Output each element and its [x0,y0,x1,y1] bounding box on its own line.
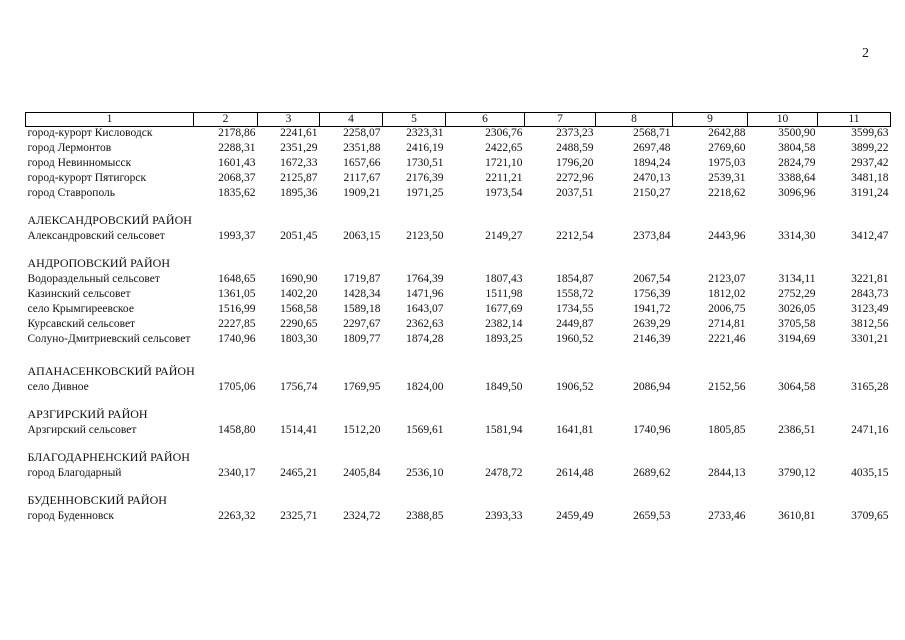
value-cell: 2443,96 [708,230,746,242]
value-cell: 2382,14 [485,318,523,330]
value-cell: 1558,72 [556,288,594,300]
value-cell: 1893,25 [485,333,523,345]
value-cell: 1471,96 [406,288,444,300]
value-cell: 1971,25 [406,187,444,199]
value-cell: 1568,58 [280,303,318,315]
value-cell: 1824,00 [406,381,444,393]
value-cell: 1516,99 [218,303,256,315]
value-cell: 2697,48 [633,142,671,154]
column-header: 7 [525,113,596,127]
value-cell: 1975,03 [708,157,746,169]
table-row [26,333,891,348]
row-label: Курсавский сельсовет [27,318,136,330]
value-cell: 2297,67 [343,318,381,330]
value-cell: 2068,37 [218,172,256,184]
value-cell: 2051,45 [280,230,318,242]
value-cell: 1835,62 [218,187,256,199]
value-cell: 2212,54 [556,230,594,242]
value-cell: 2258,07 [343,127,381,139]
value-cell: 1894,24 [633,157,671,169]
value-cell: 2241,61 [280,127,318,139]
value-cell: 2176,39 [406,172,444,184]
value-cell: 3221,81 [851,273,889,285]
value-cell: 2539,31 [708,172,746,184]
value-cell: 2351,29 [280,142,318,154]
table-row [26,318,891,333]
table-body [26,127,891,526]
value-cell: 2422,65 [485,142,523,154]
value-cell: 1589,18 [343,303,381,315]
value-cell: 2769,60 [708,142,746,154]
value-cell: 1643,07 [406,303,444,315]
column-header: 6 [446,113,525,127]
value-cell: 1764,39 [406,273,444,285]
value-cell: 2123,07 [708,273,746,285]
value-cell: 1402,20 [280,288,318,300]
value-cell: 1874,28 [406,333,444,345]
value-cell: 2639,29 [633,318,671,330]
value-cell: 2689,62 [633,467,671,479]
value-cell: 1719,87 [343,273,381,285]
value-cell: 2824,79 [778,157,816,169]
row-label: город Невинномысск [27,157,132,169]
value-cell: 3610,81 [778,510,816,522]
value-cell: 2272,96 [556,172,594,184]
value-cell: 3481,18 [851,172,889,184]
value-cell: 3388,64 [778,172,816,184]
value-cell: 2306,76 [485,127,523,139]
value-cell: 2386,51 [778,424,816,436]
column-header: 1 [26,113,194,127]
value-cell: 1730,51 [406,157,444,169]
column-header: 10 [748,113,818,127]
value-cell: 2388,85 [406,510,444,522]
value-cell: 2488,59 [556,142,594,154]
table-row [26,288,891,303]
value-cell: 2843,73 [851,288,889,300]
table-row [26,127,891,143]
district-heading-row [26,365,891,381]
column-header: 11 [818,113,891,127]
value-cell: 2263,32 [218,510,256,522]
district-heading-row [26,494,891,510]
value-cell: 1657,66 [343,157,381,169]
value-cell: 2362,63 [406,318,444,330]
value-cell: 3314,30 [778,230,816,242]
value-cell: 3026,05 [778,303,816,315]
value-cell: 3123,49 [851,303,889,315]
value-cell: 2405,84 [343,467,381,479]
value-cell: 1812,02 [708,288,746,300]
row-label: село Крымгиреевское [27,303,134,315]
table-row [26,187,891,202]
value-cell: 2373,23 [556,127,594,139]
data-table [25,112,891,525]
column-header: 9 [673,113,748,127]
value-cell: 1581,94 [485,424,523,436]
value-cell: 2288,31 [218,142,256,154]
value-cell: 2117,67 [343,172,381,184]
value-cell: 1993,37 [218,230,256,242]
value-cell: 2037,51 [556,187,594,199]
value-cell: 1756,74 [280,381,318,393]
value-cell: 2416,19 [406,142,444,154]
value-cell: 1796,20 [556,157,594,169]
value-cell: 1805,85 [708,424,746,436]
value-cell: 2149,27 [485,230,523,242]
value-cell: 3899,22 [851,142,889,154]
district-heading-row [26,451,891,467]
value-cell: 2218,62 [708,187,746,199]
table-row [26,467,891,482]
value-cell: 1973,54 [485,187,523,199]
value-cell: 1807,43 [485,273,523,285]
table-header-row [26,113,891,127]
value-cell: 3709,65 [851,510,889,522]
value-cell: 1512,20 [343,424,381,436]
row-label: Солуно-Дмитриевский сельсовет [27,333,191,345]
value-cell: 1941,72 [633,303,671,315]
column-header: 4 [320,113,383,127]
value-cell: 1428,34 [343,288,381,300]
spacer-row [26,396,891,408]
value-cell: 1740,96 [218,333,256,345]
row-label: город-курорт Пятигорск [27,172,147,184]
value-cell: 1601,43 [218,157,256,169]
value-cell: 2290,65 [280,318,318,330]
value-cell: 1677,69 [485,303,523,315]
value-cell: 2470,13 [633,172,671,184]
row-label: город Буденновск [27,510,114,522]
value-cell: 1458,80 [218,424,256,436]
value-cell: 3096,96 [778,187,816,199]
table-row [26,142,891,157]
column-header: 3 [258,113,320,127]
table-row [26,230,891,245]
value-cell: 3804,58 [778,142,816,154]
row-label: город Лермонтов [27,142,112,154]
row-label: село Дивное [27,381,89,393]
value-cell: 1809,77 [343,333,381,345]
value-cell: 2123,50 [406,230,444,242]
table-row [26,424,891,439]
value-cell: 2844,13 [708,467,746,479]
value-cell: 2449,87 [556,318,594,330]
value-cell: 2393,33 [485,510,523,522]
value-cell: 2125,87 [280,172,318,184]
table-row [26,157,891,172]
spacer-row [26,348,891,365]
value-cell: 1854,87 [556,273,594,285]
value-cell: 1648,65 [218,273,256,285]
value-cell: 2325,71 [280,510,318,522]
value-cell: 2714,81 [708,318,746,330]
value-cell: 1756,39 [633,288,671,300]
row-label: город Ставрополь [27,187,116,199]
value-cell: 2086,94 [633,381,671,393]
column-header: 8 [596,113,673,127]
value-cell: 1960,52 [556,333,594,345]
value-cell: 2150,27 [633,187,671,199]
value-cell: 2937,42 [851,157,889,169]
value-cell: 2471,16 [851,424,889,436]
value-cell: 1849,50 [485,381,523,393]
value-cell: 1740,96 [633,424,671,436]
value-cell: 1906,52 [556,381,594,393]
value-cell: 3301,21 [851,333,889,345]
row-label: Казинский сельсовет [27,288,131,300]
value-cell: 1769,95 [343,381,381,393]
value-cell: 2478,72 [485,467,523,479]
table-row [26,510,891,525]
value-cell: 2536,10 [406,467,444,479]
spacer-cell [26,396,891,408]
value-cell: 1895,36 [280,187,318,199]
value-cell: 2373,84 [633,230,671,242]
table-row [26,172,891,187]
value-cell: 2351,88 [343,142,381,154]
value-cell: 3812,56 [851,318,889,330]
value-cell: 3064,58 [778,381,816,393]
value-cell: 1361,05 [218,288,256,300]
value-cell: 2659,53 [633,510,671,522]
row-label: Александровский сельсовет [27,230,165,242]
value-cell: 1721,10 [485,157,523,169]
value-cell: 2733,46 [708,510,746,522]
value-cell: 2642,88 [708,127,746,139]
value-cell: 2614,48 [556,467,594,479]
row-label: Водораздельный сельсовет [27,273,160,285]
value-cell: 3134,11 [778,273,816,285]
value-cell: 2067,54 [633,273,671,285]
district-heading: БУДЕННОВСКИЙ РАЙОН [27,493,167,507]
table-row [26,273,891,288]
district-heading-row [26,257,891,273]
value-cell: 3412,47 [851,230,889,242]
value-cell: 2178,86 [218,127,256,139]
value-cell: 2063,15 [343,230,381,242]
value-cell: 3705,58 [778,318,816,330]
value-cell: 3599,63 [851,127,889,139]
value-cell: 3500,90 [778,127,816,139]
value-cell: 1511,98 [485,288,523,300]
spacer-cell [26,348,891,365]
value-cell: 2324,72 [343,510,381,522]
value-cell: 1641,81 [556,424,594,436]
value-cell: 3194,69 [778,333,816,345]
column-header: 2 [194,113,258,127]
table-row [26,303,891,318]
district-heading: БЛАГОДАРНЕНСКИЙ РАЙОН [27,450,190,464]
value-cell: 2006,75 [708,303,746,315]
row-label: город Благодарный [27,467,122,479]
district-heading: АЛЕКСАНДРОВСКИЙ РАЙОН [27,213,192,227]
value-cell: 1705,06 [218,381,256,393]
value-cell: 4035,15 [851,467,889,479]
value-cell: 2323,31 [406,127,444,139]
value-cell: 2152,56 [708,381,746,393]
value-cell: 2465,21 [280,467,318,479]
value-cell: 2227,85 [218,318,256,330]
table-row [26,381,891,396]
value-cell: 1734,55 [556,303,594,315]
district-heading: АПАНАСЕНКОВСКИЙ РАЙОН [27,364,195,378]
value-cell: 2459,49 [556,510,594,522]
row-label: город-курорт Кисловодск [27,127,153,139]
value-cell: 1909,21 [343,187,381,199]
value-cell: 2211,21 [485,172,523,184]
column-header: 5 [383,113,446,127]
district-heading-row [26,408,891,424]
value-cell: 2568,71 [633,127,671,139]
district-heading-row [26,214,891,230]
value-cell: 2752,29 [778,288,816,300]
district-heading: АРЗГИРСКИЙ РАЙОН [27,407,148,421]
page-number: 2 [862,46,869,61]
value-cell: 1514,41 [280,424,318,436]
value-cell: 3165,28 [851,381,889,393]
value-cell: 2221,46 [708,333,746,345]
value-cell: 3191,24 [851,187,889,199]
value-cell: 1672,33 [280,157,318,169]
value-cell: 2146,39 [633,333,671,345]
row-label: Арзгирский сельсовет [27,424,137,436]
value-cell: 1803,30 [280,333,318,345]
value-cell: 2340,17 [218,467,256,479]
value-cell: 3790,12 [778,467,816,479]
value-cell: 1569,61 [406,424,444,436]
value-cell: 1690,90 [280,273,318,285]
district-heading: АНДРОПОВСКИЙ РАЙОН [27,256,170,270]
